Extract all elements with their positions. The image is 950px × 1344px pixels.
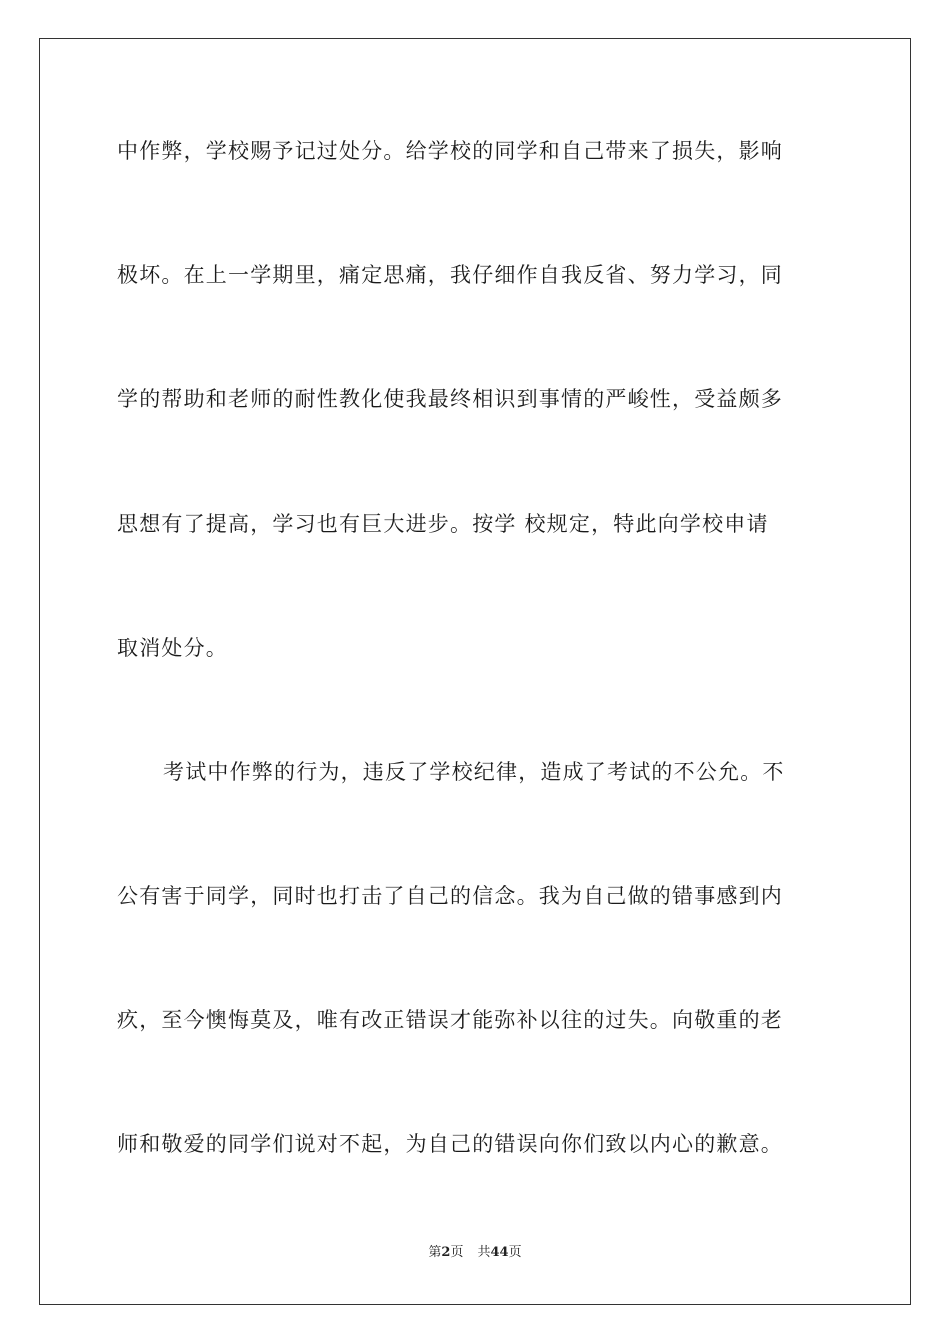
footer-page-suffix: 页 [450, 1245, 464, 1260]
body-text-line: 学的帮助和老师的耐性教化使我最终相识到事情的严峻性，受益颇多 [117, 387, 783, 411]
body-text-line: 师和敬爱的同学们说对不起，为自己的错误向你们致以内心的歉意。 [117, 1132, 783, 1156]
page-footer [0, 1244, 950, 1262]
body-text-line: 中作弊，学校赐予记过处分。给学校的同学和自己带来了损失，影响 [117, 139, 783, 163]
footer-total-suffix: 页 [508, 1245, 522, 1260]
page-border [39, 38, 911, 1305]
paragraph-first-line: 考试中作弊的行为，违反了学校纪律，造成了考试的不公允。不 [163, 760, 785, 784]
body-text-line: 思想有了提高，学习也有巨大进步。按学 校规定，特此向学校申请 [117, 512, 769, 536]
total-page-count: 44 [490, 1245, 509, 1260]
footer-prefix: 第 [428, 1245, 442, 1260]
body-text-line: 公有害于同学，同时也打击了自己的信念。我为自己做的错事感到内 [117, 884, 783, 908]
current-page-number: 2 [441, 1245, 451, 1260]
body-text-line: 取消处分。 [117, 636, 228, 660]
body-text-line: 极坏。在上一学期里，痛定思痛，我仔细作自我反省、努力学习，同 [117, 263, 783, 287]
body-text-line: 疚，至今懊悔莫及，唯有改正错误才能弥补以往的过失。向敬重的老 [117, 1008, 783, 1032]
footer-total-prefix: 共 [477, 1245, 491, 1260]
